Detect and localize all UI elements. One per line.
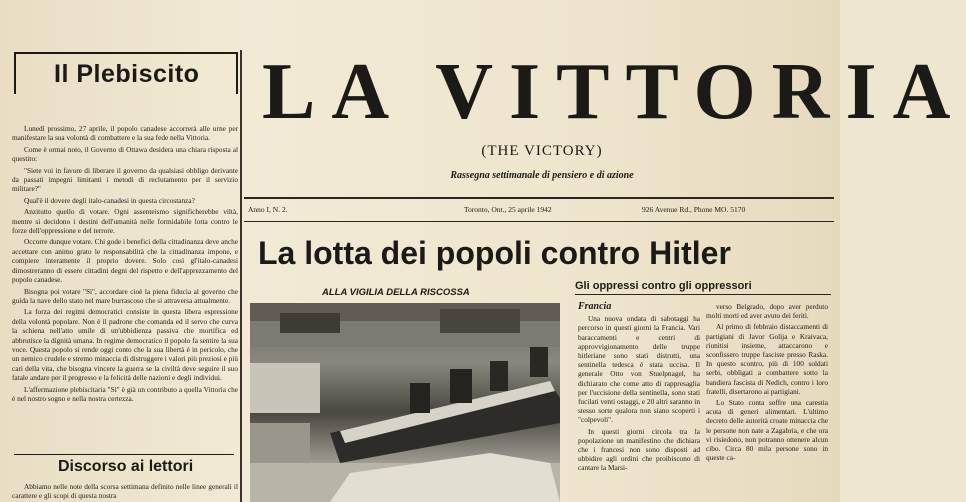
plebiscito-body — [12, 124, 238, 405]
ship-photo — [250, 303, 560, 502]
dateline: Toronto, Ont., 25 aprile 1942 — [464, 205, 552, 214]
oppressi-heading: Gli oppressi contro gli oppressori — [575, 280, 831, 295]
photo-kicker: ALLA VIGILIA DELLA RISCOSSA — [322, 287, 470, 298]
main-headline: La lotta dei popoli contro Hitler — [258, 235, 731, 271]
oppressi-paragraph: Una nuova ondata di sabotaggi ha percorso in questi giorni la Francia. Vari baraccamenti e centri di approvvigionamento delle truppe hitleriane sono stati distrutti, una sentinella tedesca è stata uccisa. Il generale Otto von Stuelpnagel, ha dichiarato che come atto di rappresaglia per l'uccisione della sentinella, sono stati fucilati venti ostaggi, e 20 altri saranno in stesso sorte qualora non siano scoperti i "colpevoli". — [578, 314, 700, 425]
oppressi-column-1 — [578, 302, 700, 502]
issue-number: Anno I, N. 2. — [248, 205, 288, 214]
plebiscito-paragraph: Anzitutto quello di votare. Ogni assenteismo significherebbe viltà, mentre si decidono i destini dell'umanità nelle formidabile lotta contro le forze dell'oppressione e del terrore. — [12, 207, 238, 236]
dateline-rule-bottom — [244, 221, 834, 222]
discorso-title-box — [14, 454, 234, 483]
address: 926 Avenue Rd., Phone MO. 5170 — [642, 205, 746, 214]
plebiscito-paragraph: Bisogna poi votare "Sì", accordare cioè la piena fiducia al governo che guida la nave dello stato nel mare burrascoso che si attraversa attualmente. — [12, 286, 238, 305]
oppressi-paragraph: Lo Stato conta soffre una carestia acuta di generi alimentari. L'ultimo decreto delle autorità croate minaccia che le persone non nate a Zagabria, e che ora vi risiedono, non potranno ottenere alcun cibo. Circa 80 mila persone sono in queste ca- — [706, 398, 828, 463]
discorso-paragraph: Abbiamo nelle note della scorsa settimana definito nelle linee generali il carattere e gli scopi di questa nostra — [12, 482, 238, 501]
dateline-rule-top — [244, 197, 834, 199]
oppressi-column-2 — [706, 302, 828, 502]
plebiscito-title-box — [14, 52, 238, 94]
ship-photo-image — [250, 303, 560, 502]
column-divider — [240, 50, 242, 502]
plebiscito-column — [12, 50, 238, 502]
masthead-subtitle: (THE VICTORY) — [481, 143, 603, 159]
plebiscito-paragraph: L'affermazione plebiscitaria "Sì" è già un contributo a quella Vittoria che è nel nostro sogno e nella nostra certezza. — [12, 384, 238, 403]
oppressi-paragraph: In questi giorni circola tra la popolazione un manifestino che dichiara che i francesi non sono disposti ad ubbidire agli ordini che proibiscono di cantare la Marsi- — [578, 426, 700, 473]
plebiscito-paragraph: Come è ormai noto, il Governo di Ottawa desidera una chiara risposta al questito: — [12, 144, 238, 164]
discorso-body — [12, 482, 238, 501]
plebiscito-paragraph: "Siete voi in favore di liberare il governo da qualsiasi obbligo derivante da passati impegni limitanti i metodi di reclutamento per il servizio militare?" — [12, 165, 238, 194]
section-francia: Francia — [578, 301, 612, 312]
plebiscito-paragraph: La forza dei regimi democratici consiste in questa libera espressione della volontà popolare. Non è il padrone che comanda ed il servo che curva la schiena nell'atto umile di un'ubbidienza passiva che mortifica ed abbrutisce la dignità umana. In regime democratico il popolo fa sentire la sua voce. Questa popolo si rende oggi conto che la sua libertà è in pericolo, che un nemico crudele e stremo minaccia di distruggere i valori più preziosi e più cari della vita, che bisogna vincere la guerra se la civiltà deve seguire il suo fatale andare per il progresso e la felicità delle nazioni e degli individui. — [12, 307, 238, 383]
masthead-title: LA VITTORIA — [262, 48, 966, 136]
oppressi-paragraph: verso Belgrado, dopo aver perduto molti morti ed aver avuto dei feriti. — [706, 302, 828, 321]
plebiscito-paragraph: Qual'è il dovere degli italo-canadesi in questa circostanza? — [24, 195, 195, 205]
plebiscito-paragraph: Lunedì prossimo, 27 aprile, il popolo canadese accorrerà alle urne per manifestare la sua volontà di combattere e la sua fede nella Vittoria. — [12, 124, 238, 143]
discorso-title: Discorso ai lettori — [58, 458, 194, 475]
plebiscito-title: Il Plebiscito — [54, 60, 200, 88]
plebiscito-paragraph: Occorre dunque votare. Chi gode i benefici della cittadinanza deve anche accettare con animo grato le responsabilità che la cittadinanza impone, e compiere interamente il proprio dovere. Solo così gl'italo-canadesi dimostreranno di essere cittadini degni del rispetto e dell'apprezzamento del popolo canadese. — [12, 237, 238, 285]
oppressi-paragraph: Al primo di febbraio distaccamenti di partigiani di Javor Golija e Kraivaca, riunitisi insieme, attaccarono e sconfissero truppe fasciste presso Raska. In questo scontro, più di 100 soldati serbi, obbligati a combattere sotto la bandiera fascista di Nedich, contro i loro fratelli, disertarono ai partigiani. — [706, 322, 828, 396]
masthead-tagline: Rassegna settimanale di pensiero e di azione — [450, 170, 634, 181]
